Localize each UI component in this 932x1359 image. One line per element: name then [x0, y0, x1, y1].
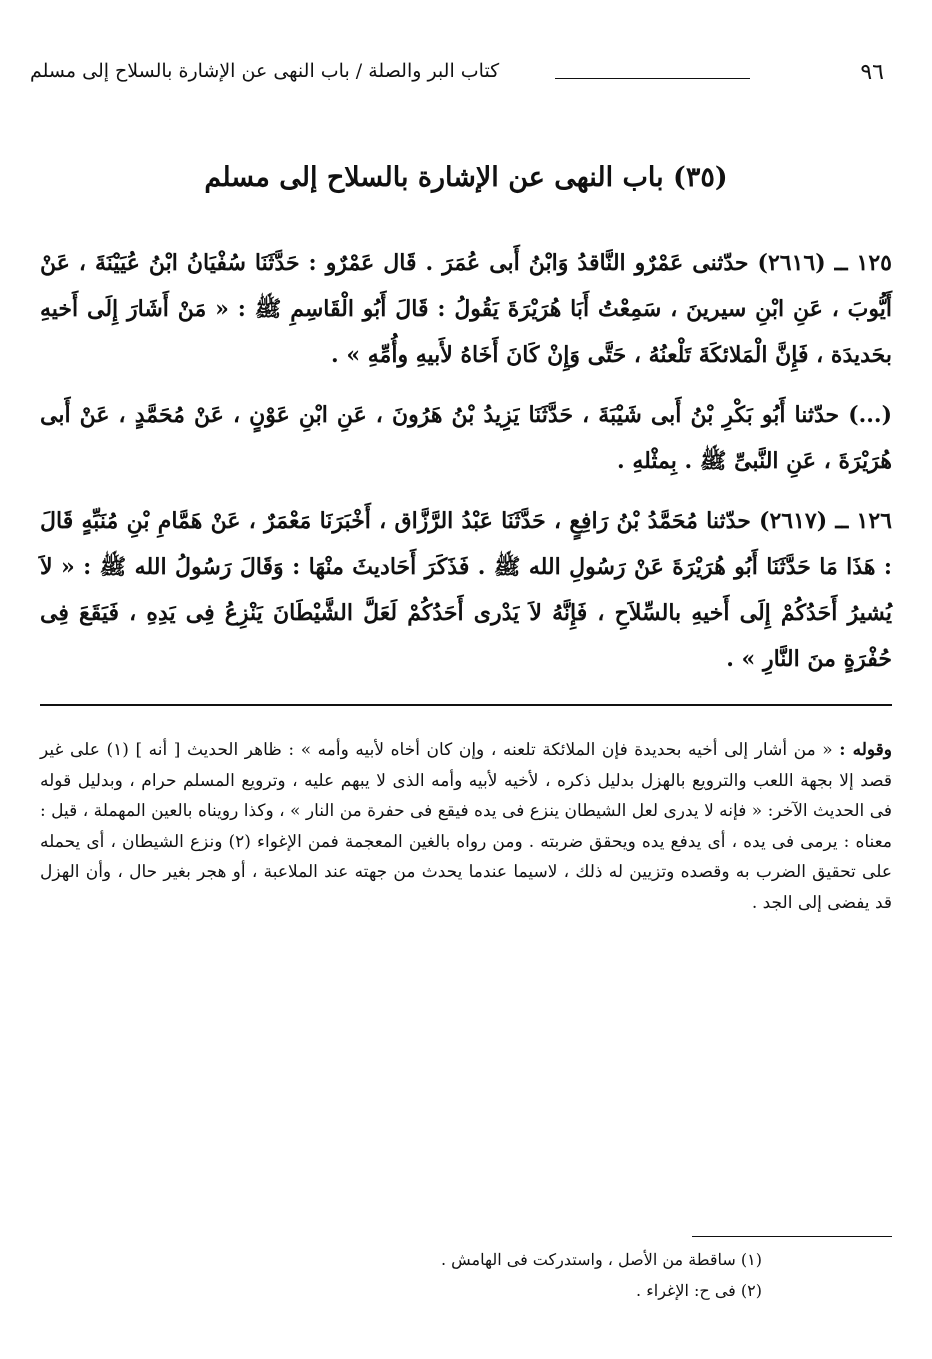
- commentary-text: « من أشار إلى أخيه بحديدة فإن الملائكة تلعنه ، وإن كان أخاه لأبيه وأمه » : ظاهر الحديث [ أنه ] (١) على غير قصد إلا بجهة اللعب والترويع بالهزل بدليل ذكره ، لأخيه لأبيه وأمه الذى لا يبهم عليه ، وترويع المسلم حرام ، وبدليل قوله فى الحديث الآخر: « فإنه لا يدرى لعل الشيطان ينزع فى يده فيقع فى حفرة من النار » ، وكذا رويناه بالعين المهملة ، قيل : معناه : يرمى فى يده ، أى يدفع يده ويحقق ضربته . ومن رواه بالغين المعجمة فمن الإغواء (٢) ونزع الشيطان ، أى يحمله على تحقيق الضرب به وقصده وتزيين له ذلك ، لاسيما عندما يحدث من جهته عند الملاعبة ، أو هجر بغير حال ، وأن الهزل قد يفضى إلى الجد .: [40, 740, 892, 913]
- footnote-rule: [692, 1236, 892, 1237]
- chapter-title: (٣٥) باب النهى عن الإشارة بالسلاح إلى مسلم: [204, 162, 728, 193]
- commentary-lead: وقوله :: [839, 740, 893, 760]
- text-divider: [40, 704, 892, 706]
- header-rule: [555, 78, 750, 79]
- hadith-paragraph-125: ١٢٥ ــ (٢٦١٦) حدّثنى عَمْرٌو النَّاقدُ وَابْنُ أَبى عُمَرَ . قَال عَمْرٌو : حَدَّثَنَا سُفْيَانُ ابْنُ عُيَيْنَةَ ، عَنْ أَيُّوبَ ، عَنِ ابْنِ سيرينَ ، سَمِعْتُ أَبَا هُرَيْرَةَ يَقُولُ : قَالَ أَبُو الْقَاسِمِ ﷺ : « مَنْ أَشَارَ إِلَى أَخيهِ بحَديدَة ، فَإِنَّ الْمَلائكَةَ تَلْعنُهُ ، حَتَّى وَإِنْ كَانَ أَخَاهُ لأَبيهِ وأُمِّهِ » .: [40, 250, 892, 368]
- page-number: ٩٦: [860, 60, 884, 85]
- footnotes: [40, 1244, 762, 1306]
- footnote-1: (١) ساقطة من الأصل ، واستدركت فى الهامش .: [440, 1250, 762, 1269]
- running-header: [30, 56, 892, 92]
- running-title: كتاب البر والصلة / باب النهى عن الإشارة بالسلاح إلى مسلم: [30, 60, 500, 82]
- hadith-paragraph-chain: (...) حدّثنا أَبُو بَكْرِ بْنُ أَبى شَيْبَةَ ، حَدَّثَنَا يَزِيدُ بْنُ هَرُونَ ، عَنِ ابْنِ عَوْنٍ ، عَنْ مُحَمَّدٍ ، عَنْ أَبى هُرَيْرَةَ ، عَنِ النَّبىِّ ﷺ . بِمثْلهِ .: [40, 402, 892, 474]
- commentary-block: [40, 735, 892, 918]
- footnote-2: (٢) فى ح: الإغراء .: [636, 1281, 762, 1300]
- hadith-paragraph-126: ١٢٦ ــ (٢٦١٧) حدّثنا مُحَمَّدُ بْنُ رَافِعٍ ، حَدَّثَنَا عَبْدُ الرَّزَّاق ، أَخْبَرَنَا مَعْمَرٌ ، عَنْ هَمَّامِ بْنِ مُنَبِّهٍ قَالَ : هَذَا مَا حَدَّثَنَا أَبُو هُرَيْرَةَ عَنْ رَسُولِ الله ﷺ . فَذَكَرَ أَحَاديثَ منْهَا : وَقَالَ رَسُولُ الله ﷺ : « لاَ يُشيرُ أَحَدُكُمْ إِلَى أَخيهِ بالسِّلاَحِ ، فَإِنَّهُ لاَ يَدْرى أَحَدُكُمْ لَعَلَّ الشَّيْطَانَ يَنْزِعُ فِى يَدِهِ ، فَيَقَعَ فِى حُفْرَةٍ منَ النَّارِ » .: [40, 508, 892, 672]
